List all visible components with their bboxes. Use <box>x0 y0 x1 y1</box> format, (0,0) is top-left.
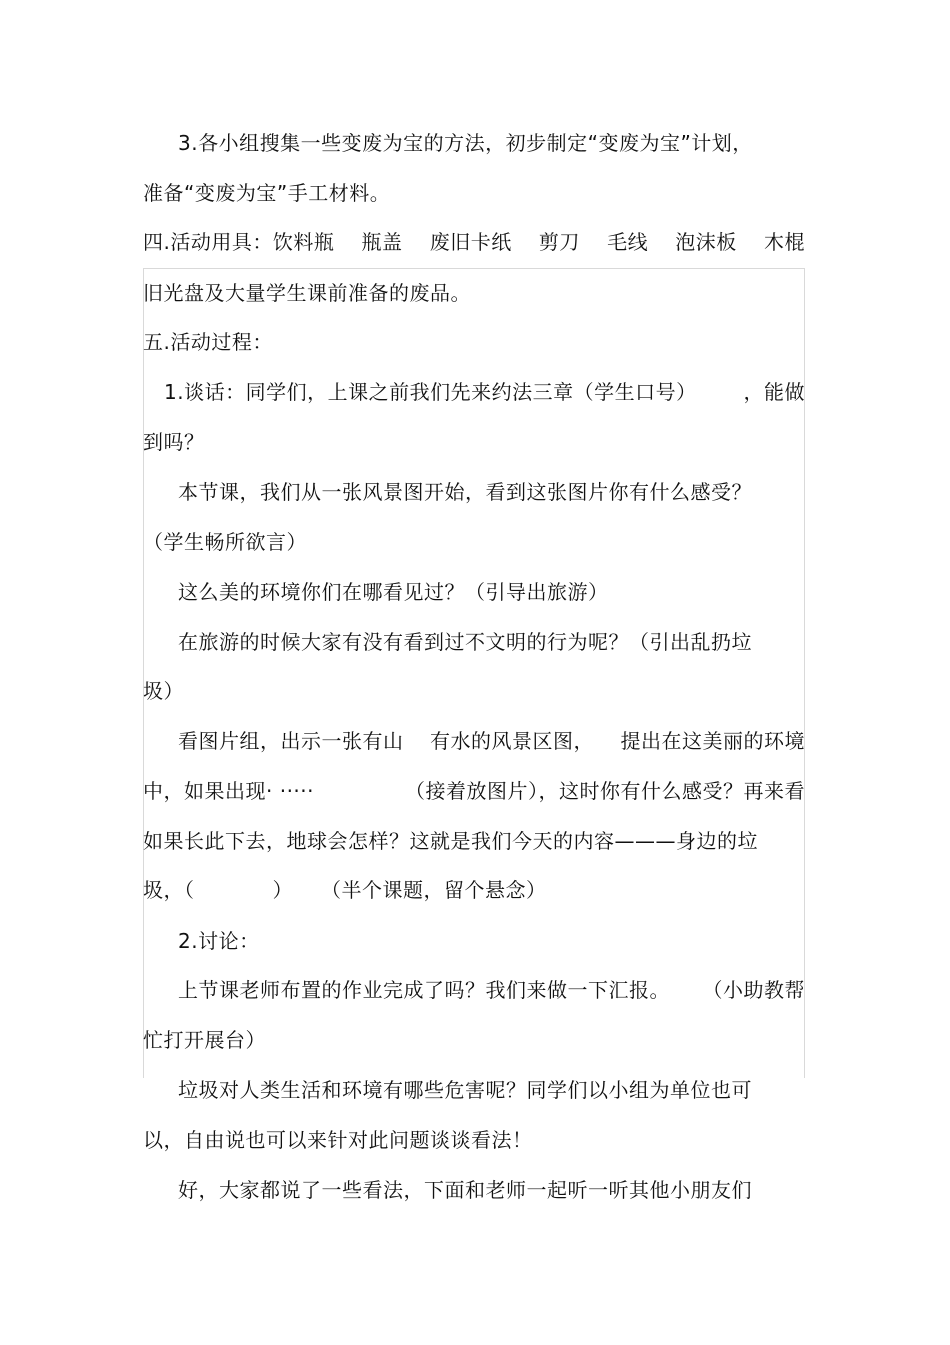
paragraph-line: 到吗？ <box>143 430 205 454</box>
text-fragment: 有水的风景区图， <box>430 729 594 753</box>
text-fragment: （小助教帮 <box>702 978 805 1002</box>
paragraph-line: 忙打开展台） <box>143 1028 266 1052</box>
paragraph-line: 本节课，我们从一张风景图开始，看到这张图片你有什么感受？ <box>178 480 752 504</box>
tool-item: 泡沫板 <box>675 230 737 254</box>
paragraph-line: 在旅游的时候大家有没有看到过不文明的行为呢？（引出乱扔垃 <box>178 630 752 654</box>
text-fragment: 看图片组，出示一张有山 <box>178 729 404 753</box>
text-fragment: ，能做 <box>743 380 805 404</box>
text-fragment: 1.谈话：同学们，上课之前我们先来约法三章（学生口号） <box>164 380 697 404</box>
paragraph-line: 3.各小组搜集一些变废为宝的方法，初步制定“变废为宝”计划， <box>178 131 753 155</box>
text-fragment: 圾，（ <box>143 878 195 902</box>
tool-item: 瓶盖 <box>361 230 403 254</box>
text-fragment: （接着放图片），这时你有什么感受？再来看 <box>405 779 805 803</box>
frame-top-border <box>143 268 805 269</box>
text-fragment: ） <box>272 878 293 902</box>
paragraph-line: （学生畅所欲言） <box>143 530 307 554</box>
tools-line <box>143 222 805 262</box>
paragraph-line <box>178 970 805 1010</box>
tool-item: 毛线 <box>607 230 649 254</box>
paragraph-line <box>164 372 805 412</box>
paragraph-line <box>143 771 805 811</box>
paragraph-line <box>178 721 805 761</box>
section-heading: 五.活动过程： <box>143 330 273 354</box>
tool-item: 废旧卡纸 <box>429 230 512 254</box>
text-fragment: 中，如果出现· ····· <box>143 779 315 803</box>
text-fragment: 提出在这美丽的环境 <box>620 729 805 753</box>
text-fragment: （半个课题，留个悬念） <box>321 878 547 902</box>
paragraph-line: 旧光盘及大量学生课前准备的废品。 <box>143 281 471 305</box>
section-subheading: 2.讨论： <box>178 929 260 953</box>
tool-item: 剪刀 <box>538 230 580 254</box>
paragraph-line: 圾） <box>143 679 184 703</box>
paragraph-line: 好，大家都说了一些看法，下面和老师一起听一听其他小朋友们 <box>178 1178 752 1202</box>
paragraph-line: 准备“变废为宝”手工材料。 <box>143 181 391 205</box>
paragraph-line <box>143 870 805 910</box>
paragraph-line: 如果长此下去，地球会怎样？这就是我们今天的内容———身边的垃 <box>143 829 758 853</box>
tools-heading: 四.活动用具：饮料瓶 <box>143 230 335 254</box>
tool-item: 木棍 <box>763 230 805 254</box>
paragraph-line: 这么美的环境你们在哪看见过？（引导出旅游） <box>178 580 609 604</box>
paragraph-line: 以，自由说也可以来针对此问题谈谈看法！ <box>143 1128 533 1152</box>
text-fragment: 上节课老师布置的作业完成了吗？我们来做一下汇报。 <box>178 978 670 1002</box>
paragraph-line: 垃圾对人类生活和环境有哪些危害呢？同学们以小组为单位也可 <box>178 1078 752 1102</box>
